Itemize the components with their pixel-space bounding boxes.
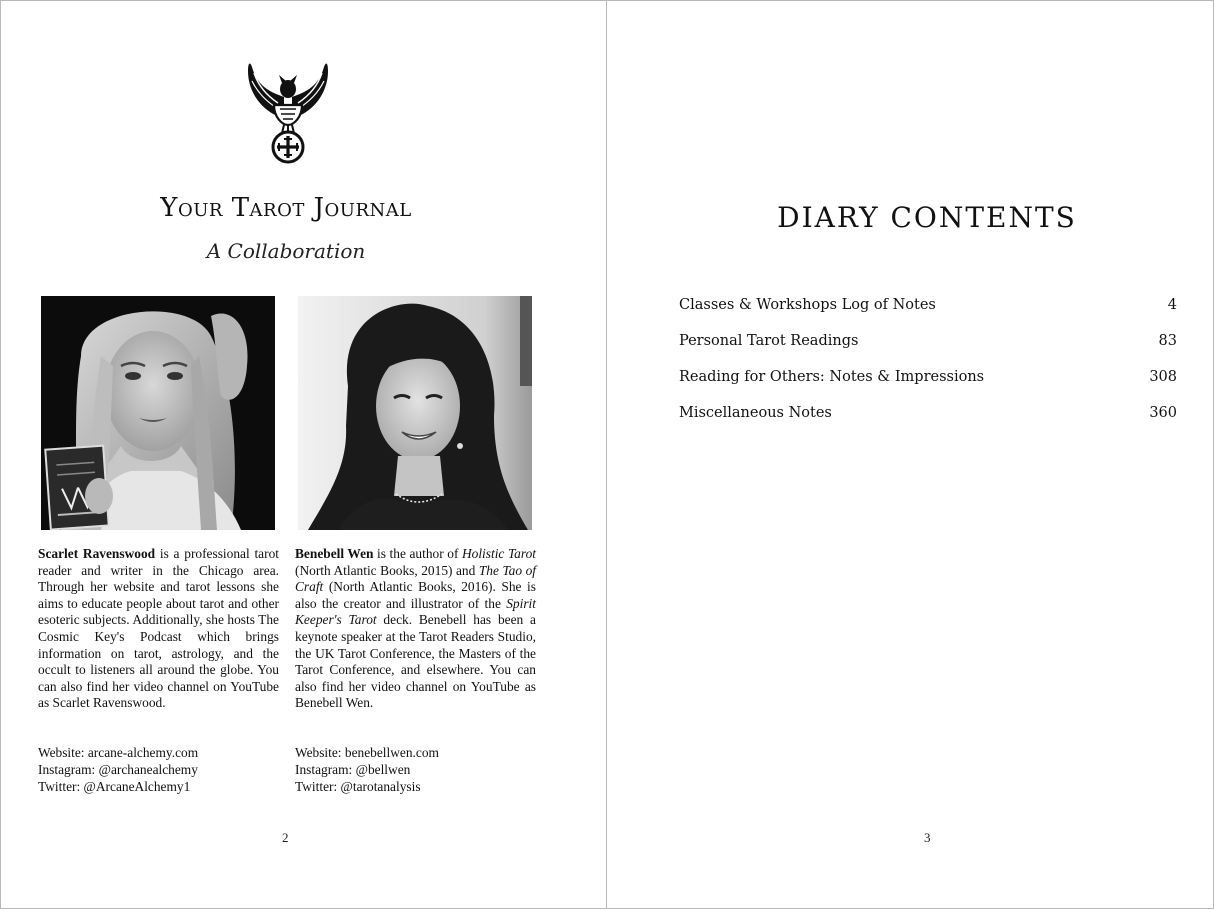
page-number: 3: [924, 830, 931, 845]
table-of-contents: [679, 297, 1177, 441]
website-link: Website: benebellwen.com: [295, 745, 439, 760]
toc-entry-label: Reading for Others: Notes & Impressions: [679, 369, 985, 385]
website-link: Website: arcane-alchemy.com: [38, 745, 199, 760]
toc-entry-page: 83: [1158, 333, 1177, 349]
toc-entry-label: Miscellaneous Notes: [679, 405, 832, 421]
book-title-tao-of-craft: The Tao of Craft: [295, 562, 536, 595]
page-number: 2: [282, 830, 289, 845]
toc-entry: [679, 297, 1177, 333]
author-bio-scarlet: [38, 546, 279, 712]
toc-entry: [679, 333, 1177, 369]
toc-entry-page: 4: [1167, 297, 1177, 313]
right-page: [606, 0, 1214, 909]
author-photo-benebell: [298, 296, 532, 530]
book-title-holistic-tarot: Holistic Tarot: [461, 546, 536, 561]
instagram-link: Instagram: @bellwen: [295, 762, 411, 777]
bio-text: (North Atlantic Books, 2016). She is also the creator and illustrator of the: [295, 579, 536, 611]
toc-entry: [679, 405, 1177, 441]
toc-entry-page: 308: [1149, 369, 1177, 385]
journal-subtitle: A Collaboration: [206, 239, 366, 263]
journal-title: Your Tarot Journal: [160, 193, 412, 223]
bio-text: deck. Benebell has been a keynote speaker at the Tarot Readers Studio, the UK Tarot Conference, the Masters of the Tarot Conference, and elsewhere. You can also find her video channel on YouTube as Benebell Wen.: [295, 612, 536, 711]
author-bio-benebell: [295, 546, 536, 712]
author-contact-benebell: [295, 744, 540, 795]
deck-title-spirit-keepers-tarot: Spirit Keeper's Tarot: [295, 595, 536, 628]
author-photo-scarlet: [41, 296, 275, 530]
bio-text: is a professional tarot reader and writer in the Chicago area. Through her website and tarot lessons she aims to educate people about tarot and other esoteric subjects. Additionally, she hosts The Cosmic Key's Podcast which brings information on tarot, astrology, and the occult to listeners all around the globe. You can also find her video channel on YouTube as Scarlet Ravenswood.: [38, 546, 279, 711]
toc-entry: [679, 369, 1177, 405]
toc-entry-label: Personal Tarot Readings: [679, 333, 859, 349]
winged-bird-cross-emblem-icon: [244, 59, 332, 167]
diary-contents-title: DIARY CONTENTS: [777, 201, 1077, 234]
author-contact-scarlet: [38, 744, 283, 795]
left-page: [0, 0, 607, 909]
bio-text: is the author of: [373, 546, 462, 561]
toc-entry-label: Classes & Workshops Log of Notes: [679, 297, 936, 313]
author-name-benebell: Benebell Wen: [295, 546, 374, 561]
twitter-link: Twitter: @tarotanalysis: [295, 779, 421, 794]
instagram-link: Instagram: @archanealchemy: [38, 762, 198, 777]
bio-text: (North Atlantic Books, 2015) and: [295, 562, 479, 578]
twitter-link: Twitter: @ArcaneAlchemy1: [38, 779, 191, 794]
author-name-scarlet: Scarlet Ravenswood: [38, 546, 156, 561]
toc-entry-page: 360: [1149, 405, 1177, 421]
